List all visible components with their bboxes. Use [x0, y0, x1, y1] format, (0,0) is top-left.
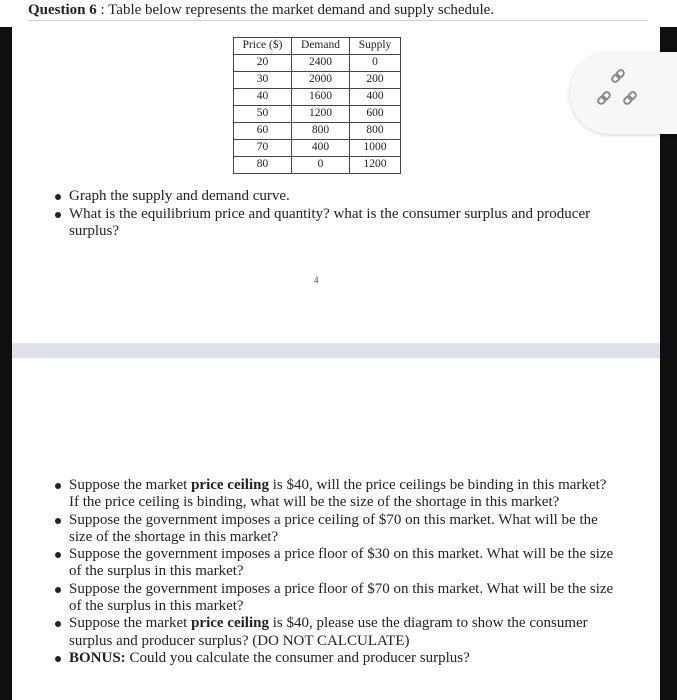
cell-demand: 2400 — [292, 55, 350, 72]
cell-supply: 200 — [350, 72, 401, 89]
question-title — [28, 2, 494, 19]
list-item — [55, 477, 615, 512]
item-bold: BONUS: — [69, 649, 126, 666]
cell-price: 40 — [234, 89, 292, 106]
item-bold: price ceiling — [191, 615, 269, 632]
header-demand: Demand — [292, 38, 350, 55]
cell-demand: 2000 — [292, 72, 350, 89]
list-item — [55, 615, 615, 650]
table-header-row — [234, 38, 401, 55]
cell-price: 80 — [234, 157, 292, 174]
table-row — [234, 55, 401, 72]
header-price: Price ($) — [234, 38, 292, 55]
cell-price: 20 — [234, 55, 292, 72]
cell-supply: 1200 — [350, 157, 401, 174]
list-item: Suppose the government imposes a price floor of $70 on this market. What will be the size of the surplus in this market? — [55, 581, 615, 616]
task-list-part2 — [55, 477, 615, 667]
cell-price: 50 — [234, 106, 292, 123]
header-supply: Supply — [350, 38, 401, 55]
item-text: is $40, please use the diagram to show the consumer surplus and producer surplus? (DO NOT CALCULATE) — [69, 615, 588, 649]
item-bold: price ceiling — [191, 477, 269, 493]
item-text: is $40, will the price ceilings be binding in this market? If the price ceiling is binding, what will be the size of the shortage in this market? — [69, 477, 607, 511]
schedule-table — [233, 37, 401, 174]
item-text: Suppose the market — [69, 615, 192, 632]
cell-supply: 400 — [350, 89, 401, 106]
list-item: What is the equilibrium price and quantity? what is the consumer surplus and producer surplus? — [55, 206, 595, 241]
cell-supply: 800 — [350, 123, 401, 140]
cell-supply: 1000 — [350, 140, 401, 157]
cell-supply: 600 — [350, 106, 401, 123]
list-item — [55, 650, 615, 667]
page-number: 4 — [314, 275, 319, 285]
task-list-part1 — [55, 188, 595, 241]
cell-demand: 400 — [292, 140, 350, 157]
cell-price: 60 — [234, 123, 292, 140]
cell-supply: 0 — [350, 55, 401, 72]
cell-demand: 0 — [292, 157, 350, 174]
cell-demand: 800 — [292, 123, 350, 140]
table-row — [234, 123, 401, 140]
table-row — [234, 140, 401, 157]
table-row — [234, 89, 401, 106]
list-item: Suppose the government imposes a price ceiling of $70 on this market. What will be the size of the shortage in this market? — [55, 512, 615, 547]
item-text: Could you calculate the consumer and producer surplus? — [125, 649, 470, 666]
link-icon — [588, 66, 658, 120]
link-badge[interactable] — [570, 52, 677, 134]
table-row — [234, 72, 401, 89]
question-label: Question 6 — [28, 2, 97, 18]
item-text: Suppose the market — [69, 477, 192, 493]
table-row — [234, 106, 401, 123]
table-row — [234, 157, 401, 174]
cell-price: 30 — [234, 72, 292, 89]
cell-demand: 1200 — [292, 106, 350, 123]
question-separator: : — [100, 2, 105, 18]
header-rule — [28, 20, 648, 21]
cell-price: 70 — [234, 140, 292, 157]
question-text: Table below represents the market demand and supply schedule. — [108, 2, 495, 18]
list-item: Graph the supply and demand curve. — [55, 188, 595, 206]
list-item: Suppose the government imposes a price floor of $30 on this market. What will be the size of the surplus in this market? — [55, 546, 615, 581]
cell-demand: 1600 — [292, 89, 350, 106]
page-divider — [12, 343, 660, 358]
